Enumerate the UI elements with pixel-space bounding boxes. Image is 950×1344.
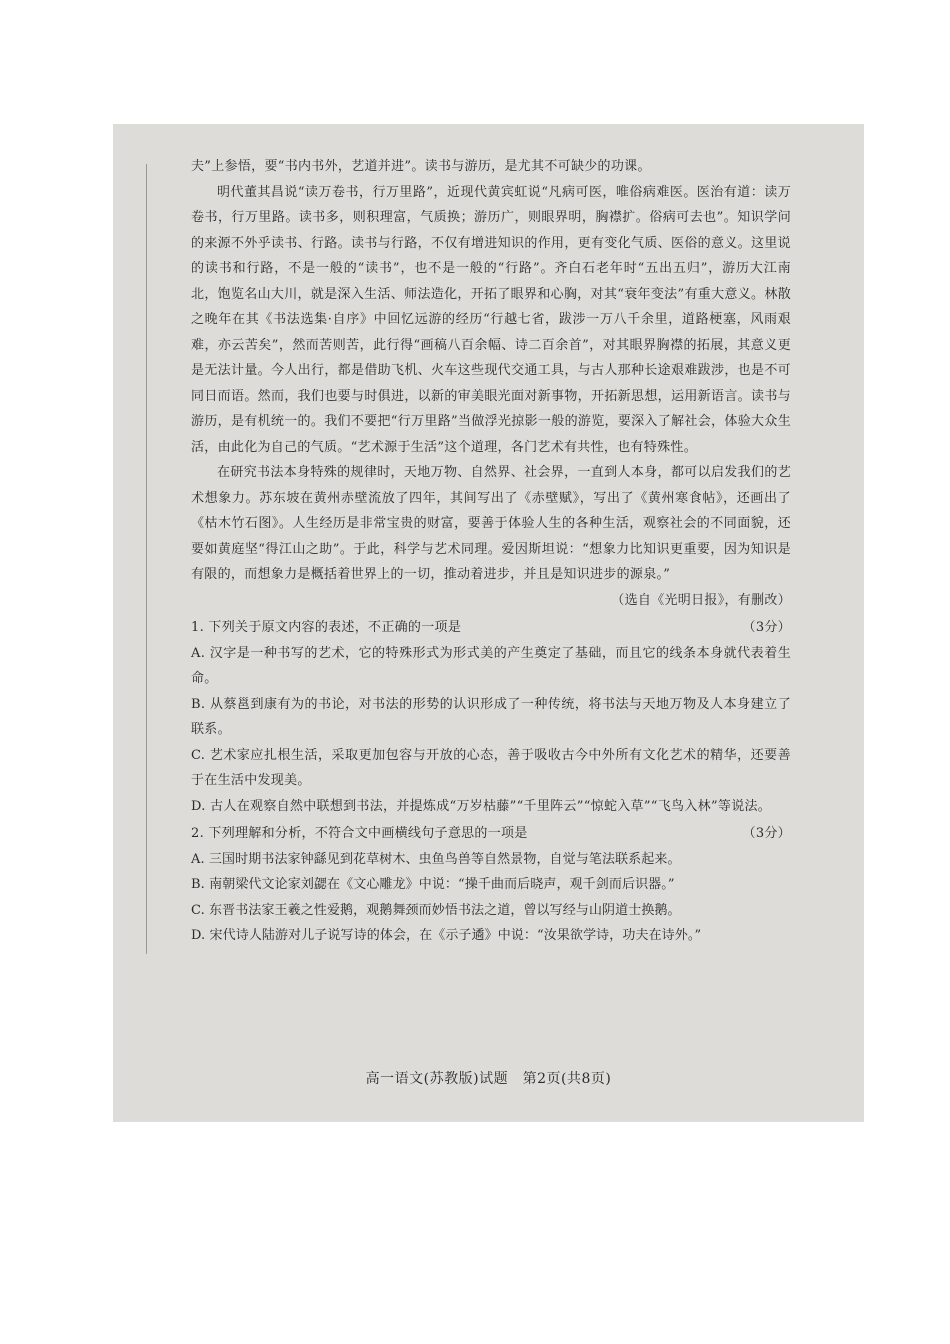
question-score: （3分） <box>742 620 791 635</box>
option-d: D. 宋代诗人陆游对儿子说写诗的体会，在《示子遹》中说：“汝果欲学诗，功夫在诗外。” <box>191 928 702 943</box>
passage-paragraph: 在研究书法本身特殊的规律时，天地万物、自然界、社会界，一直到人本身，都可以启发我们的艺术想象力。苏东坡在黄州赤壁流放了四年，其间写出了《赤壁赋》，写出了《黄州寒食帖》，还画出了《枯木竹石图》。人生经历是非常宝贵的财富，要善于体验人生的各种生活，观察社会的不同面貌，还要如黄庭坚“得江山之助”。于此，科学与艺术同理。爱因斯坦说：“想象力比知识更重要，因为知识是有限的，而想象力是概括着世界上的一切，推动着进步，并且是知识进步的源泉。” <box>191 465 791 582</box>
question-stem <box>191 821 791 847</box>
page-content <box>191 154 791 949</box>
question-1 <box>191 615 791 819</box>
question-stem-text: 2. 下列理解和分析，不符合文中画横线句子意思的一项是 <box>191 826 528 841</box>
passage-paragraph-continued: 夫”上参悟，要“书内书外，艺道并进”。读书与游历，是尤其不可缺少的功课。 <box>191 159 651 174</box>
option-c: C. 东晋书法家王羲之性爱鹅，观鹅舞颈而妙悟书法之道，曾以写经与山阴道士换鹅。 <box>191 902 681 918</box>
question-score: （3分） <box>742 826 791 841</box>
question-2 <box>191 821 791 949</box>
option-d: D. 古人在观察自然中联想到书法，并提炼成“万岁枯藤”“千里阵云”“惊蛇入草”“飞鸟入林”等说法。 <box>191 798 772 814</box>
passage-source: （选自《光明日报》，有删改） <box>611 592 791 608</box>
question-stem <box>191 615 791 641</box>
binding-margin-line <box>146 164 147 954</box>
option-b: B. 从蔡邕到康有为的书论，对书法的形势的认识形成了一种传统，将书法与天地万物及人本身建立了联系。 <box>191 696 791 737</box>
option-b: B. 南朝梁代文论家刘勰在《文心雕龙》中说：“操千曲而后晓声，观千剑而后识器。” <box>191 877 675 892</box>
scanned-page <box>113 124 864 1122</box>
option-a: A. 三国时期书法家钟繇见到花草树木、虫鱼鸟兽等自然景物，自觉与笔法联系起来。 <box>191 851 681 867</box>
question-stem-text: 1. 下列关于原文内容的表述，不正确的一项是 <box>191 620 462 635</box>
option-a: A. 汉字是一种书写的艺术，它的特殊形式为形式美的产生奠定了基础，而且它的线条本身就代表着生命。 <box>191 645 791 686</box>
option-c: C. 艺术家应扎根生活，采取更加包容与开放的心态，善于吸收古今中外所有文化艺术的精华，还要善于在生活中发现美。 <box>191 747 791 788</box>
page-footer: 高一语文(苏教版)试题 第2页(共8页) <box>365 1071 612 1087</box>
passage-paragraph: 明代董其昌说“读万卷书，行万里路”，近现代黄宾虹说“凡病可医，唯俗病难医。医治有道：读万卷书，行万里路。读书多，则积理富，气质换；游历广，则眼界明，胸襟扩。俗病可去也”。知识学问的来源不外乎读书、行路。读书与行路，不仅有增进知识的作用，更有变化气质、医俗的意义。这里说的读书和行路，不是一般的“读书”，也不是一般的“行路”。齐白石老年时“五出五归”，游历大江南北，饱览名山大川，就是深入生活、师法造化，开拓了眼界和心胸，对其“衰年变法”有重大意义。林散之晚年在其《书法选集·自序》中回忆远游的经历“行越七省，跋涉一万八千余里，道路梗塞，风雨艰难，亦云苦矣”，然而苦则苦，此行得“画稿八百余幅、诗二百余首”，对其眼界胸襟的拓展，其意义更是无法计量。今人出行，都是借助飞机、火车这些现代交通工具，与古人那种长途艰难跋涉，也是不可同日而语。然而，我们也要与时俱进，以新的审美眼光面对新事物，开拓新思想，运用新语言。读书与游历，是有机统一的。我们不要把“行万里路”当做浮光掠影一般的游览，要深入了解社会，体验大众生活，由此化为自己的气质。“艺术源于生活”这个道理，各门艺术有共性，也有特殊性。 <box>191 184 791 455</box>
